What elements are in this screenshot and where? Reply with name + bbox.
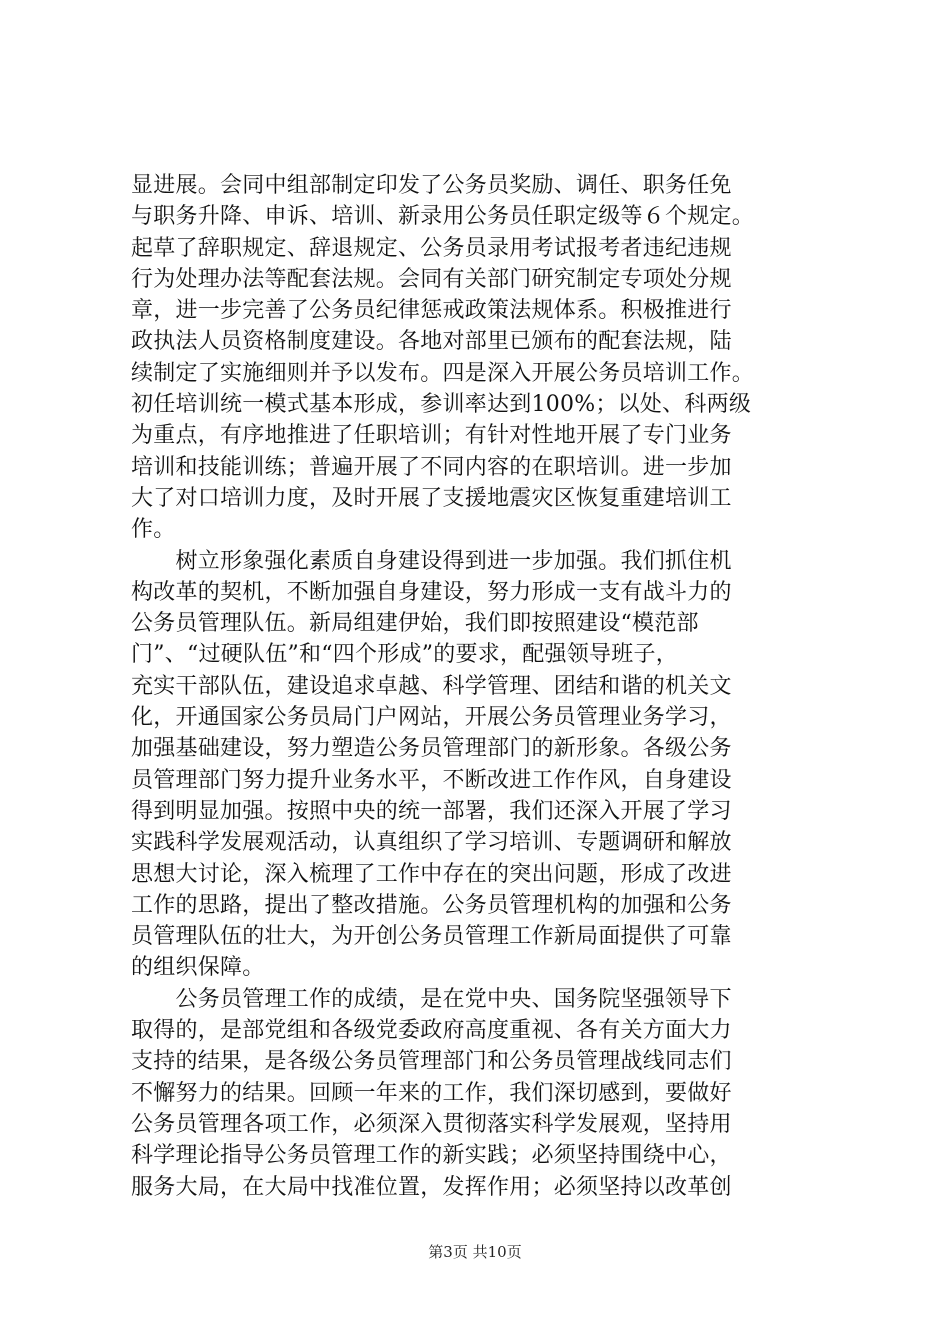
text-line: 得到明显加强。按照中央的统一部署，我们还深入开展了学习 [131, 798, 732, 824]
text-line: 工作的思路，提出了整改措施。公务员管理机构的加强和公务 [131, 892, 732, 918]
text-line: 充实干部队伍，建设追求卓越、科学管理、团结和谐的机关文 [131, 673, 732, 699]
text-line: 大了对口培训力度，及时开展了支援地震灾区恢复重建培训工 [131, 485, 732, 511]
text-line: 显进展。会同中组部制定印发了公务员奖励、调任、职务任免 [131, 173, 732, 198]
text-line: 树立形象强化素质自身建设得到进一步加强。我们抓住机 [131, 548, 732, 574]
text-line: 起草了辞职规定、辞退规定、公务员录用考试报考者违纪违规 [131, 235, 732, 261]
text-line: 门”、“过硬队伍”和“四个形成”的要求，配强领导班子， [131, 642, 678, 668]
text-line: 续制定了实施细则并予以发布。四是深入开展公务员培训工作。 [131, 360, 755, 386]
text-line: 思想大讨论，深入梳理了工作中存在的突出问题，形成了改进 [131, 861, 732, 887]
text-line: 与职务升降、申诉、培训、新录用公务员任职定级等６个规定。 [131, 204, 755, 230]
text-line: 员管理队伍的壮大，为开创公务员管理工作新局面提供了可靠 [131, 924, 732, 950]
text-line: 章，进一步完善了公务员纪律惩戒政策法规体系。积极推进行 [131, 298, 732, 324]
text-line: 实践科学发展观活动，认真组织了学习培训、专题调研和解放 [131, 830, 732, 856]
text-line: 政执法人员资格制度建设。各地对部里已颁布的配套法规，陆 [131, 329, 732, 355]
text-line: 科学理论指导公务员管理工作的新实践；必须坚持围绕中心， [131, 1143, 732, 1169]
text-line: 行为处理办法等配套法规。会同有关部门研究制定专项处分规 [131, 266, 732, 292]
text-line: 培训和技能训练；普遍开展了不同内容的在职培训。进一步加 [131, 454, 732, 480]
text-line: 为重点，有序地推进了任职培训；有针对性地开展了专门业务 [131, 423, 732, 449]
text-line: 公务员管理工作的成绩，是在党中央、国务院坚强领导下 [131, 986, 732, 1012]
text-line: 公务员管理队伍。新局组建伊始，我们即按照建设“模范部 [131, 611, 699, 637]
text-line: 支持的结果，是各级公务员管理部门和公务员管理战线同志们 [131, 1049, 732, 1075]
text-line: 服务大局，在大局中找准位置，发挥作用；必须坚持以改革创 [131, 1174, 732, 1200]
text-line: 作。 [131, 517, 176, 543]
text-line: 公务员管理各项工作，必须深入贯彻落实科学发展观，坚持用 [131, 1111, 732, 1137]
text-line: 员管理部门努力提升业务水平，不断改进工作作风，自身建设 [131, 767, 732, 793]
text-line: 不懈努力的结果。回顾一年来的工作，我们深切感到，要做好 [131, 1080, 732, 1106]
text-line: 化，开通国家公务员局门户网站，开展公务员管理业务学习， [131, 705, 732, 731]
document-body [131, 170, 831, 1203]
text-line: 取得的，是部党组和各级党委政府高度重视、各有关方面大力 [131, 1018, 732, 1044]
text-line: 的组织保障。 [131, 955, 265, 981]
text-line: 初任培训统一模式基本形成，参训率达到100%；以处、科两级 [131, 392, 752, 418]
text-line: 加强基础建设，努力塑造公务员管理部门的新形象。各级公务 [131, 736, 732, 762]
page-footer: 第3页 共10页 [428, 1243, 522, 1261]
text-line: 构改革的契机，不断加强自身建设，努力形成一支有战斗力的 [131, 579, 732, 605]
